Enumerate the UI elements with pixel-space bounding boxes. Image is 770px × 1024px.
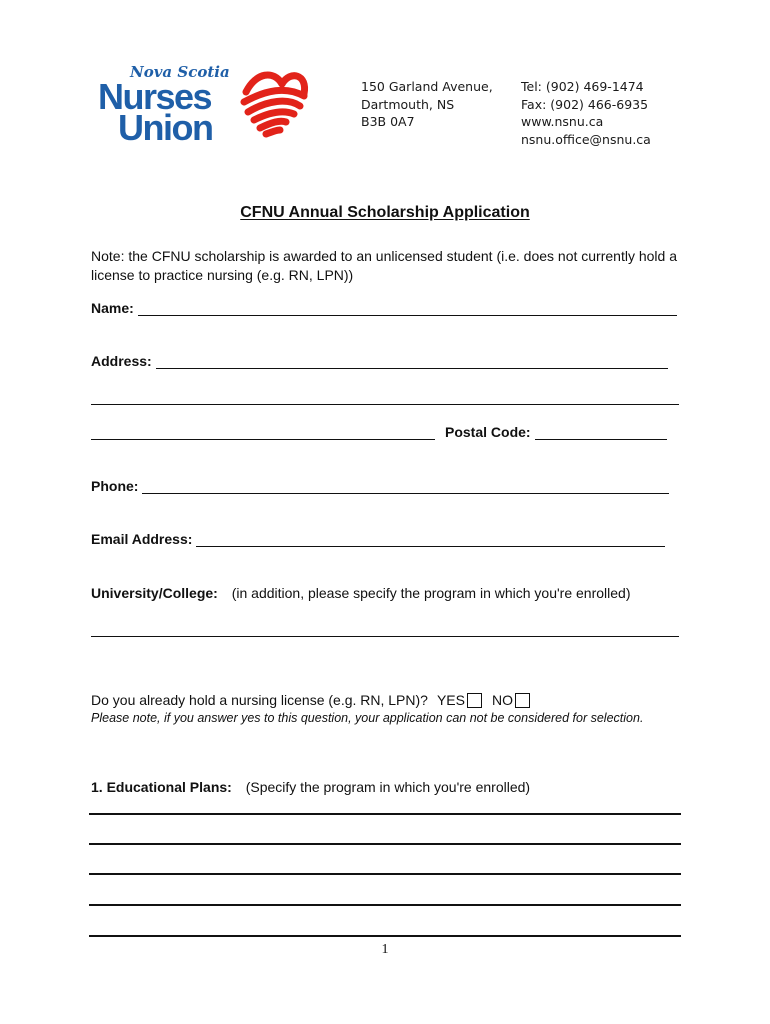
nsnu-logo — [96, 62, 310, 148]
address-label: Address: — [91, 353, 152, 369]
logo-line2: Union — [118, 107, 213, 148]
yes-checkbox[interactable] — [467, 693, 482, 708]
postal-code-label: Postal Code: — [445, 424, 531, 440]
address-line: B3B 0A7 — [361, 114, 415, 129]
educational-plans-line-4[interactable] — [89, 904, 681, 906]
address-line: 150 Garland Avenue, — [361, 79, 493, 94]
address-input-line-2[interactable] — [91, 403, 679, 405]
no-checkbox[interactable] — [515, 693, 530, 708]
address-block — [361, 78, 493, 131]
heart-icon — [244, 75, 305, 134]
name-label: Name: — [91, 300, 134, 316]
address-input-line-3[interactable] — [91, 425, 435, 440]
license-question-row — [91, 692, 530, 708]
phone-input-line[interactable] — [142, 479, 669, 494]
website-link[interactable]: www.nsnu.ca — [521, 114, 604, 129]
phone-number: Tel: (902) 469-1474 — [521, 79, 644, 94]
educational-plans-label: 1. Educational Plans: — [91, 779, 232, 795]
email-field-row — [91, 531, 665, 547]
license-question: Do you already hold a nursing license (e.g. RN, LPN)? — [91, 692, 428, 708]
phone-label: Phone: — [91, 478, 139, 494]
license-warning-note: Please note, if you answer yes to this question, your application can not be considered for selection. — [91, 711, 644, 725]
no-label: NO — [491, 692, 513, 708]
university-hint: (in addition, please specify the program in which you're enrolled) — [231, 585, 631, 601]
fax-number: Fax: (902) 466-6935 — [521, 96, 649, 112]
email-input-line[interactable] — [196, 532, 665, 547]
university-input-line[interactable] — [91, 635, 679, 637]
educational-plans-line-2[interactable] — [89, 843, 681, 845]
email-link[interactable]: nsnu.office@nsnu.ca — [521, 131, 651, 147]
page-number: 1 — [381, 942, 389, 957]
address-field-row — [91, 353, 668, 369]
educational-plans-hint: (Specify the program in which you're enrolled) — [245, 779, 531, 795]
eligibility-note: Note: the CFNU scholarship is awarded to an unlicensed student (i.e. does not currently hold a license to practice nursing (e.g. RN, LPN)) — [91, 248, 677, 283]
name-field-row — [91, 300, 677, 316]
logo-top-text: Nova Scotia — [130, 63, 230, 81]
postal-field-row — [91, 424, 667, 440]
address-line: Dartmouth, NS — [361, 96, 455, 112]
educational-plans-line-1[interactable] — [89, 813, 681, 815]
yes-label: YES — [436, 692, 465, 708]
educational-plans-row — [91, 779, 530, 795]
name-input-line[interactable] — [138, 301, 677, 316]
logo-line1: Nurses — [98, 76, 212, 117]
university-label: University/College: — [91, 585, 218, 601]
educational-plans-line-3[interactable] — [89, 873, 681, 875]
contact-block — [521, 78, 651, 148]
address-input-line[interactable] — [156, 354, 668, 369]
postal-code-input-line[interactable] — [535, 425, 667, 440]
university-row — [91, 585, 631, 601]
educational-plans-line-5[interactable] — [89, 935, 681, 937]
form-title: CFNU Annual Scholarship Application — [240, 204, 530, 221]
email-label: Email Address: — [91, 531, 193, 547]
phone-field-row — [91, 478, 669, 494]
